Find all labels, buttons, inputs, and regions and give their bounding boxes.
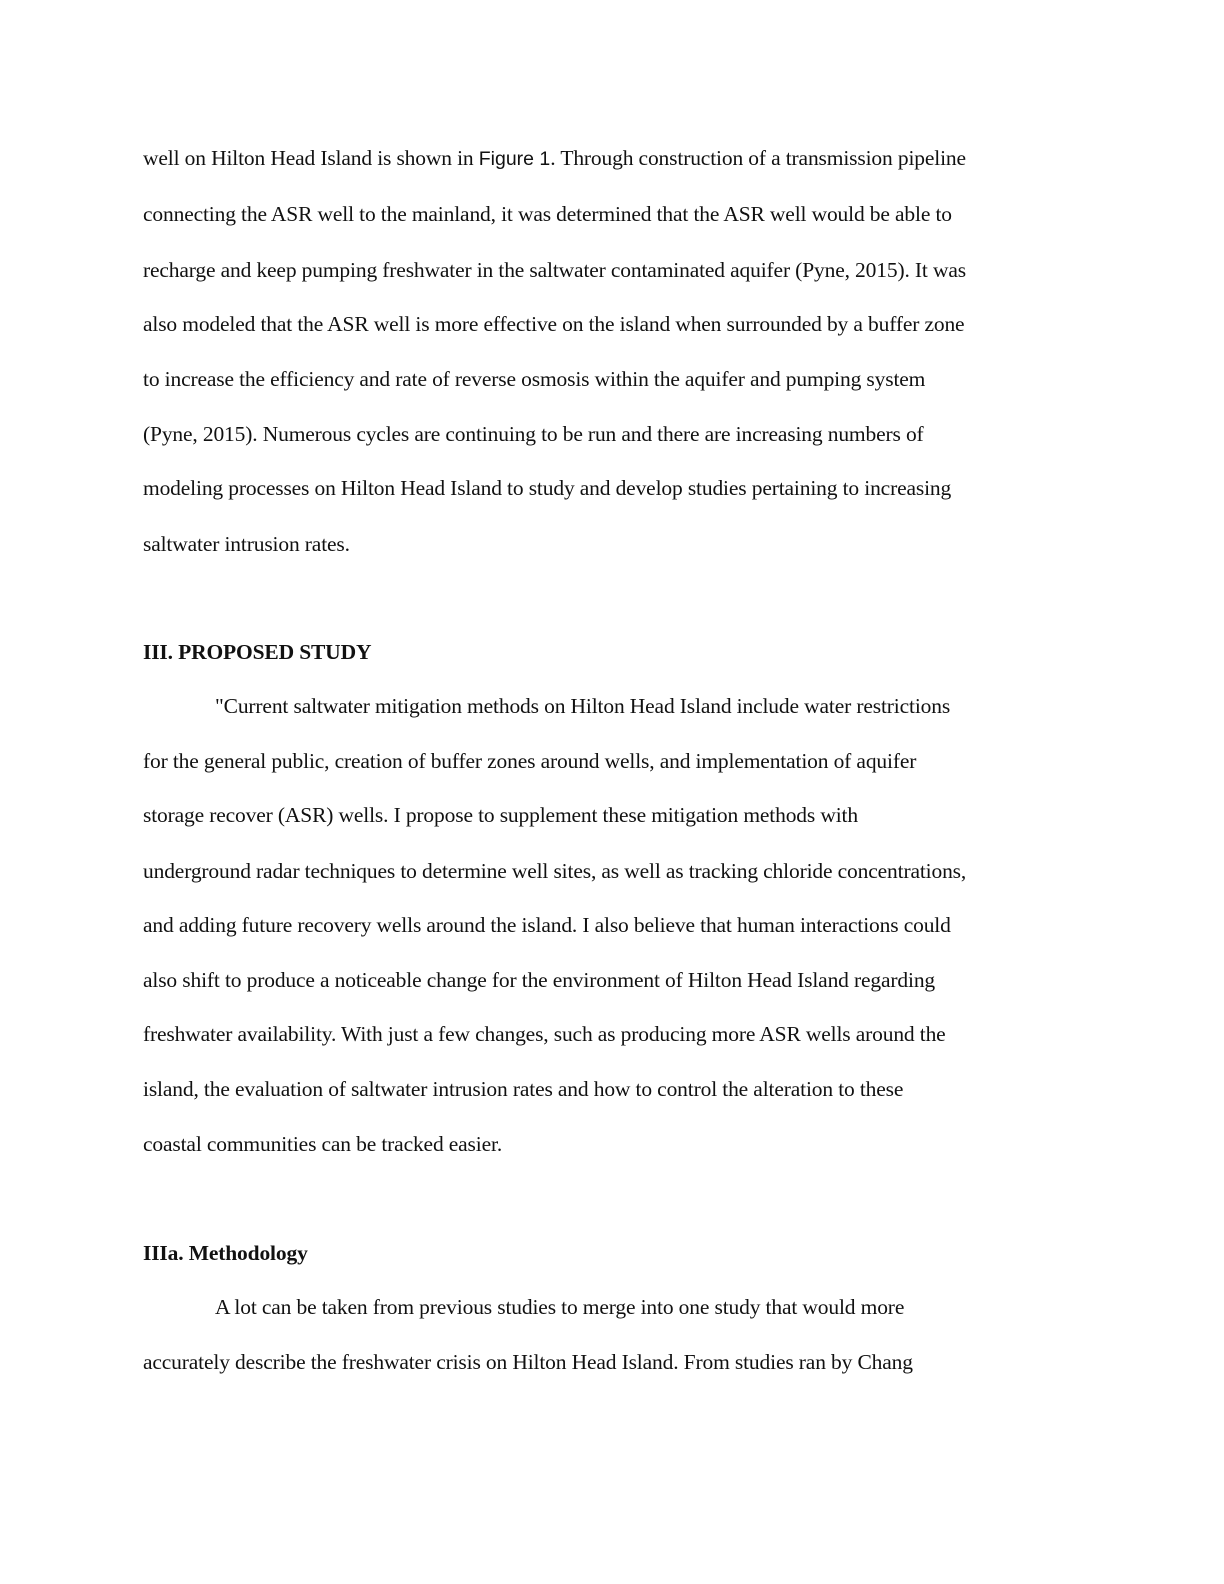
paragraph-line: freshwater availability. With just a few changes, such as producing more ASR wells around the: [143, 1022, 946, 1046]
paragraph-line: island, the evaluation of saltwater intrusion rates and how to control the alteration to these: [143, 1077, 904, 1101]
figure-cross-reference[interactable]: Figure 1: [478, 148, 551, 170]
paragraph-line: also shift to produce a noticeable change for the environment of Hilton Head Island regarding: [143, 968, 936, 992]
paragraph-line: modeling processes on Hilton Head Island to study and develop studies pertaining to increasing: [143, 476, 952, 500]
text-run: . Through construction of a transmission pipeline: [550, 146, 966, 170]
paragraph-line: and adding future recovery wells around the island. I also believe that human interactions could: [143, 913, 951, 937]
paragraph-line: "Current saltwater mitigation methods on Hilton Head Island include water restrictions: [215, 694, 951, 718]
paragraph-line: connecting the ASR well to the mainland, it was determined that the ASR well would be able to: [143, 202, 952, 226]
paragraph-line: accurately describe the freshwater crisis on Hilton Head Island. From studies ran by Chang: [143, 1350, 913, 1374]
paragraph-line: to increase the efficiency and rate of reverse osmosis within the aquifer and pumping system: [143, 367, 926, 391]
subsection-heading: IIIa. Methodology: [143, 1241, 308, 1265]
paragraph-line: underground radar techniques to determine well sites, as well as tracking chloride concentrations,: [143, 859, 967, 883]
paragraph-line: (Pyne, 2015). Numerous cycles are continuing to be run and there are increasing numbers of: [143, 422, 924, 446]
paragraph-line: A lot can be taken from previous studies to merge into one study that would more: [215, 1295, 905, 1319]
paragraph-line: storage recover (ASR) wells. I propose to supplement these mitigation methods with: [143, 803, 858, 827]
paragraph-line: also modeled that the ASR well is more effective on the island when surrounded by a buffer zone: [143, 312, 965, 336]
paragraph-line: coastal communities can be tracked easier.: [143, 1132, 503, 1156]
paragraph-line: [143, 144, 966, 173]
section-heading: III. PROPOSED STUDY: [143, 640, 372, 664]
paragraph-line: recharge and keep pumping freshwater in the saltwater contaminated aquifer (Pyne, 2015). It was: [143, 258, 966, 282]
paragraph-line: saltwater intrusion rates.: [143, 532, 350, 556]
text-run: well on Hilton Head Island is shown in: [143, 146, 479, 170]
paragraph-line: for the general public, creation of buffer zones around wells, and implementation of aquifer: [143, 749, 917, 773]
